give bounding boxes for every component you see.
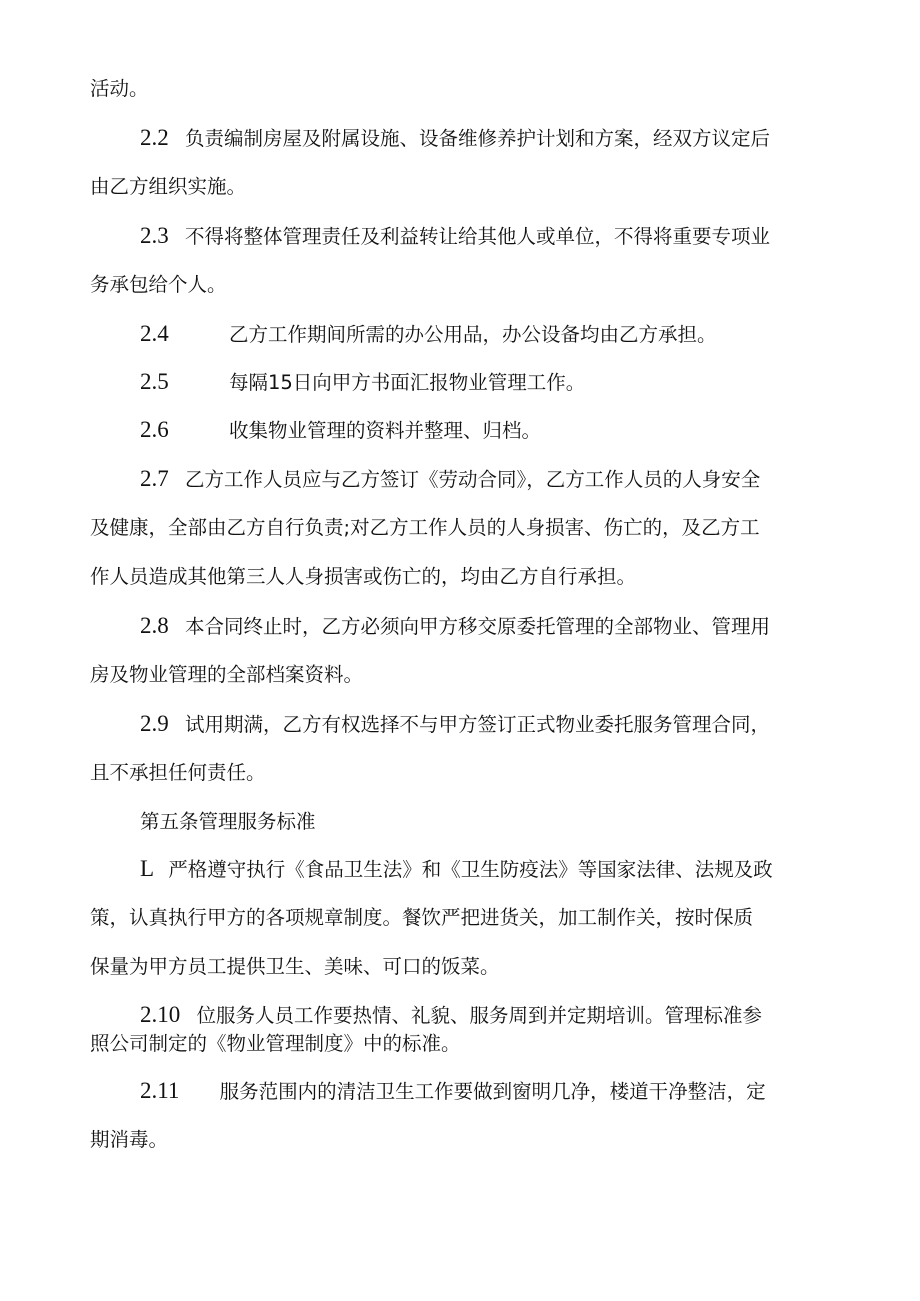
clause-l-line-1: L 严格遵守执行《食品卫生法》和《卫生防疫法》等国家法律、法规及政 bbox=[140, 856, 773, 881]
clause-2-2-line-2: 由乙方组织实施。 bbox=[90, 175, 247, 198]
paragraph-continuation: 活动。 bbox=[90, 77, 149, 100]
clause-2-11-line-2: 期消毒。 bbox=[90, 1128, 169, 1151]
section-heading: 第五条管理服务标准 bbox=[140, 810, 316, 833]
clause-2-8-line-2: 房及物业管理的全部档案资料。 bbox=[90, 663, 364, 686]
clause-2-9-line-1: 2.9 试用期满，乙方有权选择不与甲方签订正式物业委托服务管理合同， bbox=[140, 711, 770, 736]
clause-2-6: 2.6 收集物业管理的资料并整理、归档。 bbox=[140, 417, 541, 442]
clause-2-10-line-2: 照公司制定的《物业管理制度》中的标准。 bbox=[90, 1032, 461, 1055]
clause-number: 2.4 bbox=[140, 321, 169, 346]
clause-number: 2.10 bbox=[140, 1002, 181, 1027]
clause-l-line-3: 保量为甲方员工提供卫生、美味、可口的饭菜。 bbox=[90, 955, 500, 978]
clause-2-4: 2.4 乙方工作期间所需的办公用品，办公设备均由乙方承担。 bbox=[140, 321, 717, 346]
clause-number: 2.2 bbox=[140, 125, 169, 150]
clause-number: 2.6 bbox=[140, 417, 169, 442]
clause-2-9-line-2: 且不承担任何责任。 bbox=[90, 761, 266, 784]
clause-2-7-line-1: 2.7 乙方工作人员应与乙方签订《劳动合同》，乙方工作人员的人身安全 bbox=[140, 466, 761, 491]
clause-2-3-line-2: 务承包给个人。 bbox=[90, 273, 227, 296]
clause-number: 2.11 bbox=[140, 1078, 180, 1103]
clause-2-11-line-1: 2.11 服务范围内的清洁卫生工作要做到窗明几净，楼道干净整洁，定 bbox=[140, 1078, 766, 1103]
clause-2-5: 2.5 每隔15日向甲方书面汇报物业管理工作。 bbox=[140, 369, 586, 394]
clause-2-7-line-3: 作人员造成其他第三人人身损害或伤亡的，均由乙方自行承担。 bbox=[90, 565, 637, 588]
clause-2-7-line-2: 及健康，全部由乙方自行负责;对乙方工作人员的人身损害、伤亡的，及乙方工 bbox=[90, 516, 760, 539]
clause-number: 2.3 bbox=[140, 223, 169, 248]
clause-2-2-line-1: 2.2 负责编制房屋及附属设施、设备维修养护计划和方案，经双方议定后 bbox=[140, 125, 770, 150]
clause-2-3-line-1: 2.3 不得将整体管理责任及利益转让给其他人或单位，不得将重要专项业 bbox=[140, 223, 770, 248]
clause-2-10-line-1: 2.10 位服务人员工作要热情、礼貌、服务周到并定期培训。管理标准参 bbox=[140, 1002, 762, 1027]
clause-2-8-line-1: 2.8 本合同终止时，乙方必须向甲方移交原委托管理的全部物业、管理用 bbox=[140, 613, 770, 638]
clause-number: 2.8 bbox=[140, 613, 169, 638]
clause-number: L bbox=[140, 856, 155, 881]
clause-l-line-2: 策，认真执行甲方的各项规章制度。餐饮严把进货关，加工制作关，按时保质 bbox=[90, 906, 754, 929]
clause-number: 2.9 bbox=[140, 711, 169, 736]
clause-number: 2.5 bbox=[140, 369, 169, 394]
clause-number: 2.7 bbox=[140, 466, 169, 491]
